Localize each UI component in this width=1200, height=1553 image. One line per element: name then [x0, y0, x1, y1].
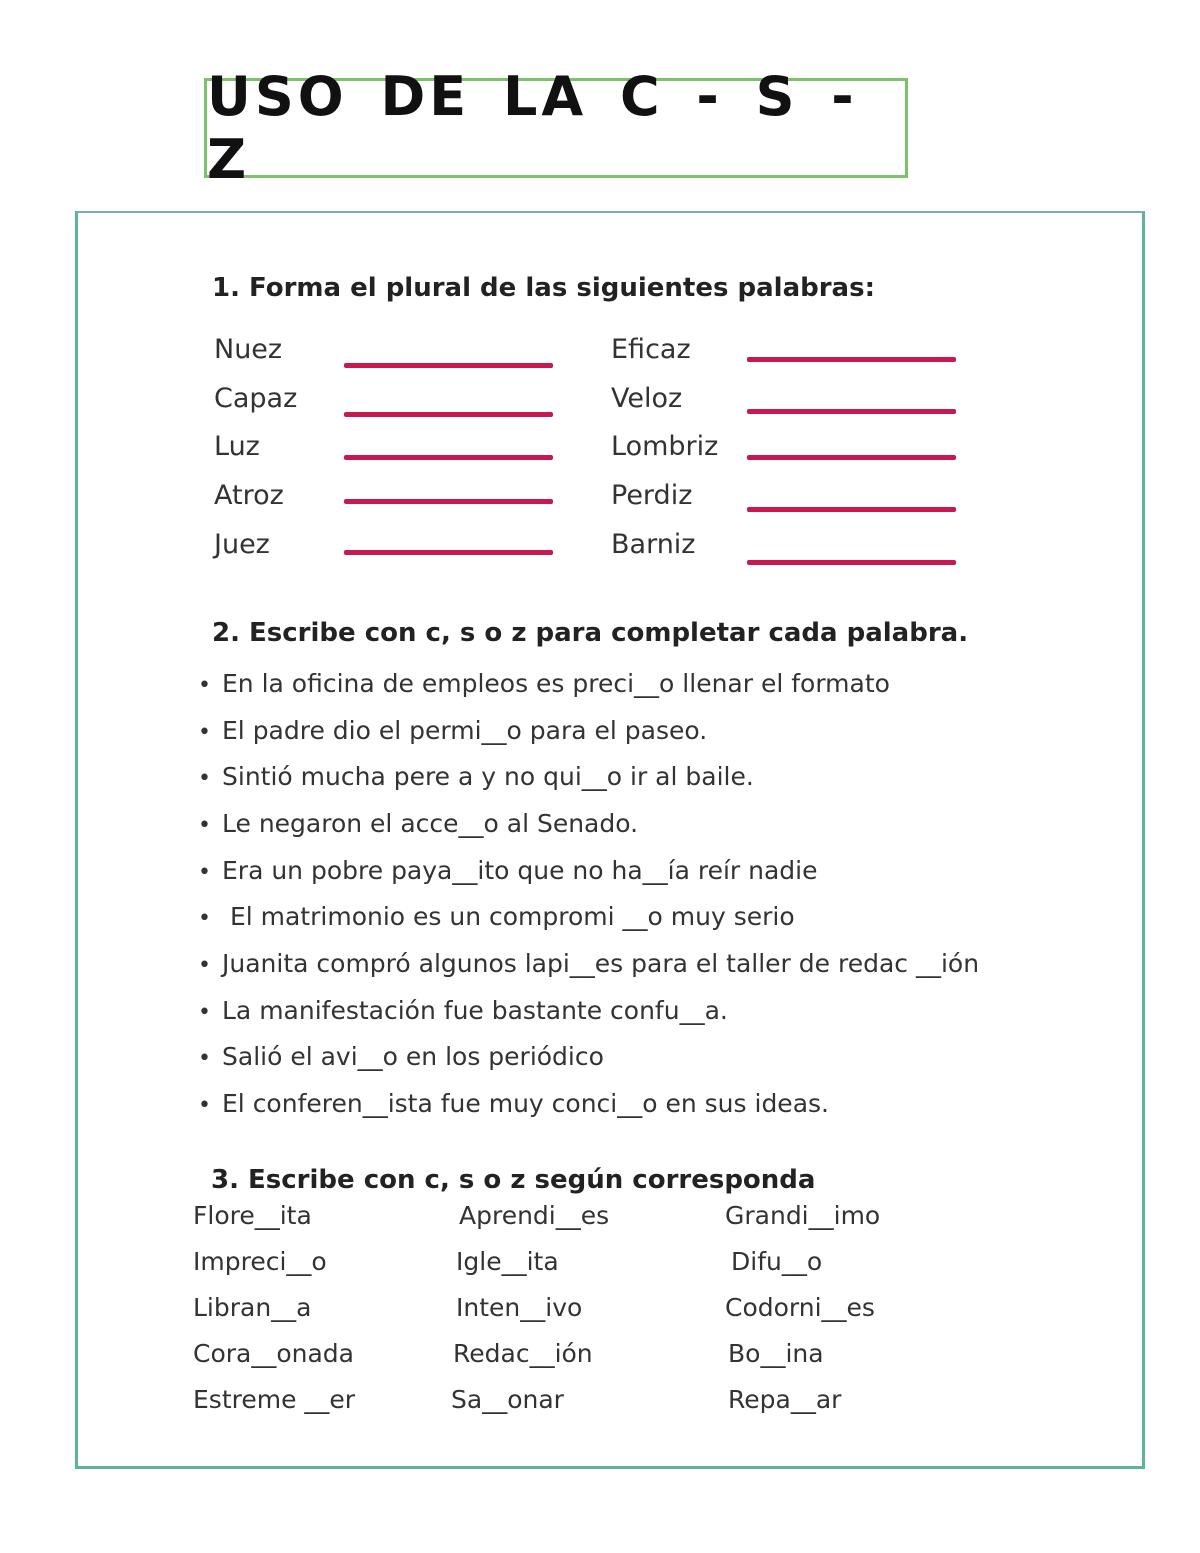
sentence-6 — [198, 902, 795, 931]
fill-word-c3-3: Codorni__es — [725, 1293, 875, 1322]
fill-word-c1-1: Flore__ita — [193, 1201, 312, 1230]
sentence-4 — [198, 809, 638, 838]
sentence-text: Juanita compró algunos lapi__es para el taller de redac __ión — [222, 949, 980, 978]
plural-word-right-1: Eficaz — [611, 334, 691, 365]
section2-heading: 2. Escribe con c, s o z para completar cada palabra. — [212, 618, 969, 648]
sentence-5 — [198, 856, 818, 885]
bullet-icon: • — [198, 860, 211, 885]
section1-heading: 1. Forma el plural de las siguientes palabras: — [212, 273, 875, 303]
bullet-icon: • — [198, 720, 211, 745]
plural-word-left-2: Capaz — [214, 383, 298, 414]
sentence-text: La manifestación fue bastante confu__a. — [222, 996, 728, 1025]
bullet-icon: • — [198, 673, 211, 698]
plural-word-left-1: Nuez — [214, 334, 283, 365]
bullet-icon: • — [198, 1093, 211, 1118]
answer-line-left-4[interactable] — [344, 499, 553, 504]
sentence-text: Le negaron el acce__o al Senado. — [222, 809, 639, 838]
fill-word-c2-3: Inten__ivo — [456, 1293, 583, 1322]
fill-word-c1-5: Estreme __er — [193, 1385, 356, 1414]
page-title: USO DE LA C - S - Z — [207, 65, 858, 191]
fill-word-c3-4: Bo__ina — [728, 1339, 824, 1368]
plural-word-left-3: Luz — [214, 431, 260, 462]
sentence-text: Salió el avi__o en los periódico — [222, 1042, 604, 1071]
section3-heading: 3. Escribe con c, s o z según corresponda — [211, 1165, 816, 1195]
fill-word-c3-2: Difu__o — [731, 1247, 823, 1276]
fill-word-c2-5: Sa__onar — [451, 1385, 564, 1414]
sentence-9 — [198, 1042, 604, 1071]
fill-word-c1-4: Cora__onada — [193, 1339, 354, 1368]
bullet-icon: • — [198, 906, 211, 931]
sentence-text: El matrimonio es un compromi __o muy serio — [222, 902, 795, 931]
sentence-text: En la oficina de empleos es preci__o llenar el formato — [222, 669, 890, 698]
fill-word-c2-2: Igle__ita — [456, 1247, 559, 1276]
answer-line-right-4[interactable] — [747, 507, 956, 512]
bullet-icon: • — [198, 766, 211, 791]
plural-word-left-4: Atroz — [214, 480, 284, 511]
answer-line-left-2[interactable] — [344, 412, 553, 417]
answer-line-left-1[interactable] — [344, 363, 553, 368]
plural-word-right-3: Lombriz — [611, 431, 719, 462]
sentence-10 — [198, 1089, 829, 1118]
answer-line-right-1[interactable] — [747, 357, 956, 362]
fill-word-c3-5: Repa__ar — [728, 1385, 842, 1414]
fill-word-c1-3: Libran__a — [193, 1293, 312, 1322]
bullet-icon: • — [198, 953, 211, 978]
bullet-icon: • — [198, 1046, 211, 1071]
plural-word-right-5: Barniz — [611, 529, 696, 560]
plural-word-right-2: Veloz — [611, 383, 683, 414]
sentence-text: Era un pobre paya__ito que no ha__ía reír nadie — [222, 856, 818, 885]
sentence-text: Sintió mucha pere a y no qui__o ir al baile. — [222, 762, 754, 791]
answer-line-right-5[interactable] — [747, 560, 956, 565]
bullet-icon: • — [198, 813, 211, 838]
sentence-text: El padre dio el permi__o para el paseo. — [222, 716, 708, 745]
answer-line-right-2[interactable] — [747, 409, 956, 414]
sentence-2 — [198, 716, 707, 745]
sentence-1 — [198, 669, 890, 698]
fill-word-c1-2: Impreci__o — [193, 1247, 327, 1276]
plural-word-left-5: Juez — [214, 529, 270, 560]
sentence-text: El conferen__ista fue muy conci__o en sus ideas. — [222, 1089, 829, 1118]
answer-line-left-5[interactable] — [344, 550, 553, 555]
answer-line-right-3[interactable] — [747, 455, 956, 460]
answer-line-left-3[interactable] — [344, 455, 553, 460]
fill-word-c3-1: Grandi__imo — [725, 1201, 881, 1230]
fill-word-c2-1: Aprendi__es — [459, 1201, 610, 1230]
title-box — [204, 65, 908, 191]
plural-word-right-4: Perdiz — [611, 480, 693, 511]
fill-word-c2-4: Redac__ión — [453, 1339, 593, 1368]
sentence-8 — [198, 996, 728, 1025]
bullet-icon: • — [198, 1000, 211, 1025]
sentence-3 — [198, 762, 754, 791]
sentence-7 — [198, 949, 979, 978]
